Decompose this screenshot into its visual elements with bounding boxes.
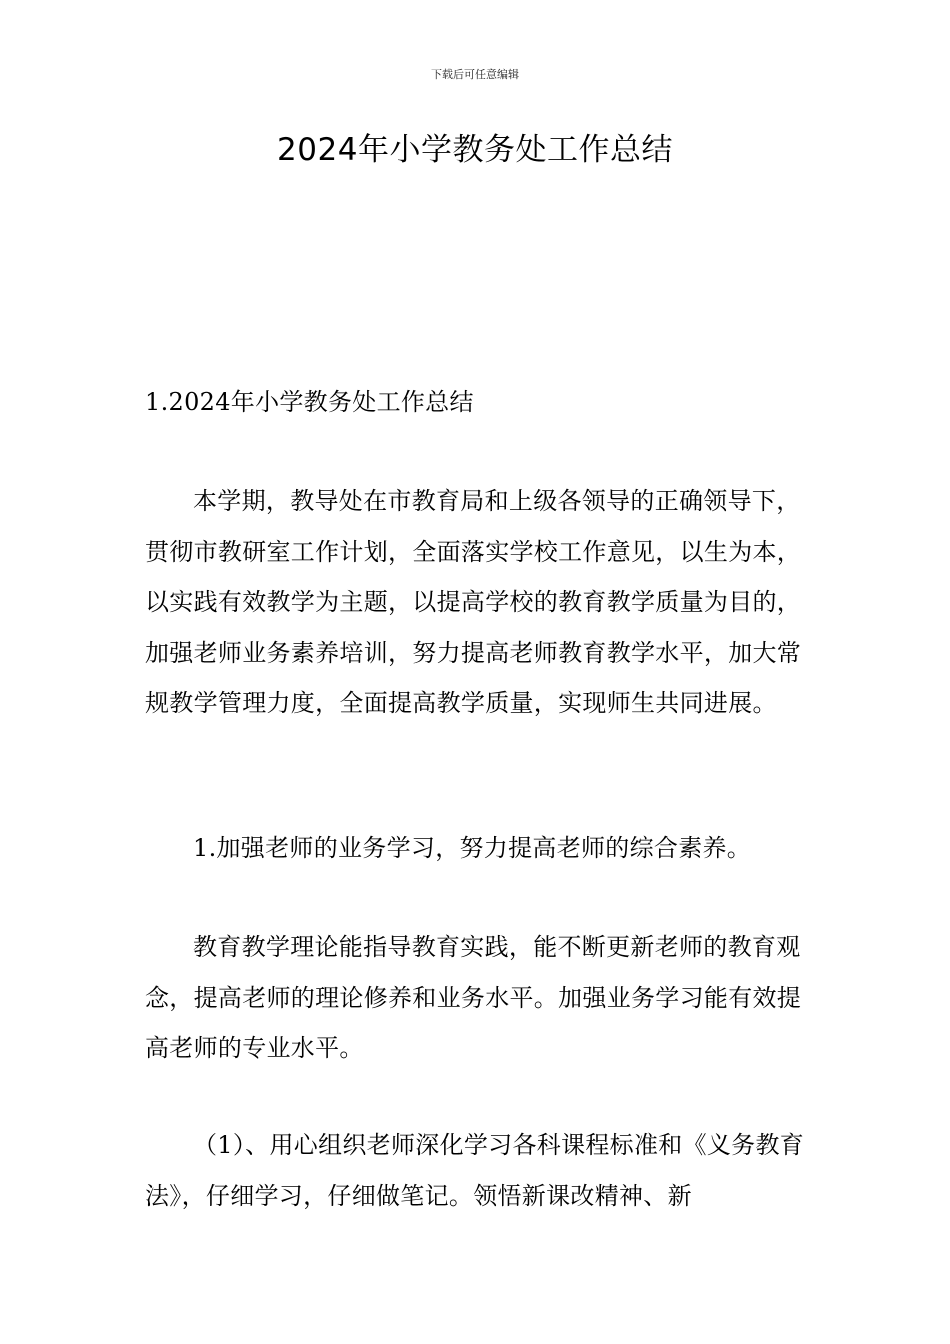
subheading-1: 1.加强老师的业务学习，努力提高老师的综合素养。: [193, 834, 752, 862]
document-title: 2024年小学教务处工作总结: [277, 132, 673, 168]
item-1-paragraph: （1）、用心组织老师深化学习各科课程标准和《义务教育法》，仔细学习，仔细做笔记。领悟新课改精神、新: [145, 1131, 805, 1210]
theory-paragraph: 教育教学理论能指导教育实践，能不断更新老师的教育观念，提高老师的理论修养和业务水平。加强业务学习能有效提高老师的专业水平。: [145, 933, 802, 1063]
intro-paragraph: 本学期，教导处在市教育局和上级各领导的正确领导下，贯彻市教研室工作计划，全面落实学校工作意见，以生为本，以实践有效教学为主题，以提高学校的教育教学质量为目的，加强老师业务素养培训，努力提高老师教育教学水平，加大常规教学管理力度，全面提高教学质量，实现师生共同进展。: [145, 487, 802, 718]
header-note: 下载后可任意编辑: [431, 68, 519, 81]
section-heading: 1.2024年小学教务处工作总结: [145, 388, 474, 416]
